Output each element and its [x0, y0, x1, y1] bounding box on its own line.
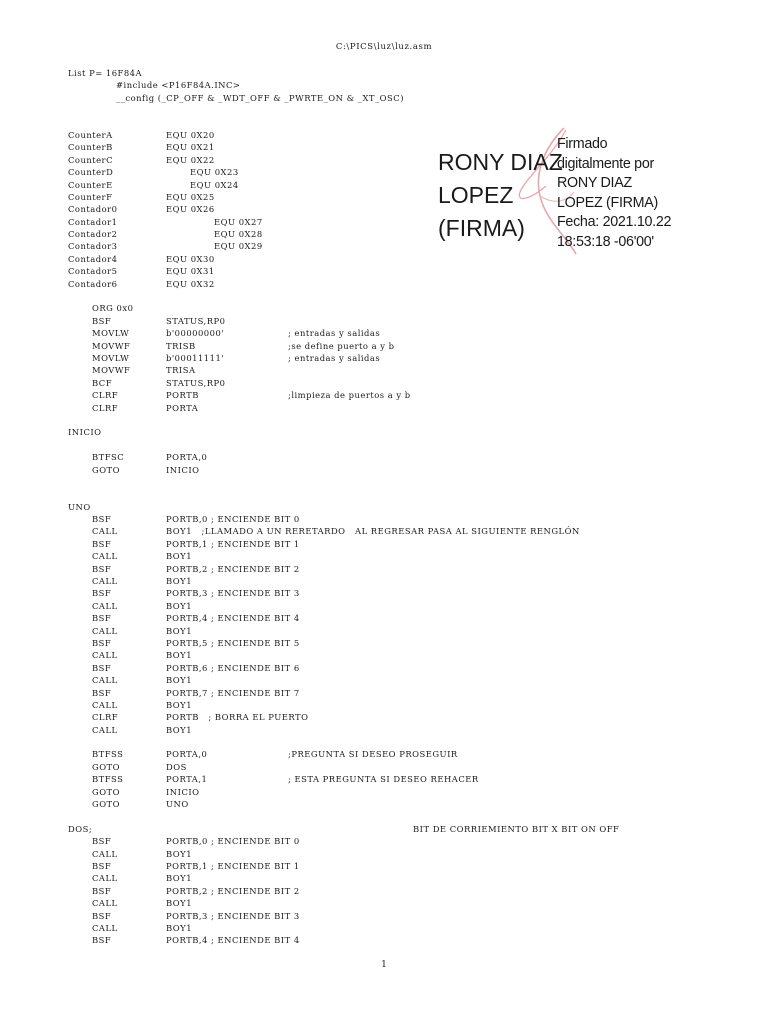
signature-detail-line: digitalmente por — [557, 155, 654, 172]
signature-detail-line: Firmado — [557, 136, 608, 152]
code-token: CLRF — [92, 402, 119, 413]
code-token: CALL — [92, 526, 118, 537]
code-token: ;PREGUNTA SI DESEO PROSEGUIR — [288, 749, 458, 760]
code-token: BOY1 — [166, 699, 193, 710]
code-token: PORTB,4 ; ENCIENDE BIT 4 — [166, 613, 300, 624]
code-token: BOY1 — [166, 551, 193, 562]
file-path-header: C:\PICS\luz\luz.asm — [335, 42, 433, 52]
code-token: PORTA,1 — [166, 774, 208, 785]
code-token: PORTB,5 ; ENCIENDE BIT 5 — [166, 637, 300, 648]
code-token: ; ESTA PREGUNTA SI DESEO REHACER — [288, 774, 479, 785]
code-token: BTFSS — [92, 774, 124, 785]
code-token: CALL — [92, 922, 118, 933]
code-token: BOY1 — [166, 650, 193, 661]
code-token: BCF — [92, 377, 113, 388]
code-token: PORTB,3 ; ENCIENDE BIT 3 — [166, 588, 300, 599]
code-token: Contador3 — [68, 241, 118, 252]
code-token: PORTB,6 ; ENCIENDE BIT 6 — [166, 662, 300, 673]
code-token: EQU 0X26 — [166, 204, 215, 215]
signature-detail-line: Fecha: 2021.10.22 — [557, 214, 672, 230]
signature-detail-line: LOPEZ (FIRMA) — [557, 194, 658, 211]
code-token: EQU 0X28 — [214, 229, 263, 240]
code-token: b'00011111' — [166, 352, 225, 363]
code-token: CALL — [92, 848, 118, 859]
code-token: STATUS,RP0 — [166, 377, 226, 388]
code-token: PORTB — [166, 390, 199, 401]
code-token: BSF — [92, 315, 112, 326]
code-token: PORTB,1 ; ENCIENDE BIT 1 — [166, 538, 300, 549]
code-token: PORTB,7 ; ENCIENDE BIT 7 — [166, 687, 300, 698]
signer-name-line: RONY DIAZ — [438, 149, 563, 175]
code-token: BSF — [92, 588, 112, 599]
code-token: BOY1 — [166, 625, 193, 636]
code-token: GOTO — [92, 786, 121, 797]
code-token: EQU 0X30 — [166, 253, 215, 264]
signer-name-line: LOPEZ — [438, 182, 514, 208]
code-token: EQU 0X23 — [190, 167, 239, 178]
code-token: UNO — [166, 799, 189, 810]
code-token: BSF — [92, 935, 112, 946]
code-token: UNO — [68, 501, 91, 512]
code-token: Contador0 — [68, 204, 118, 215]
code-token: CALL — [92, 873, 118, 884]
code-token: BOY1 — [166, 600, 193, 611]
code-token: BSF — [92, 861, 112, 871]
code-token: CounterA — [68, 129, 113, 140]
code-token: GOTO — [92, 761, 121, 772]
code-token: BSF — [92, 910, 112, 921]
code-token: BSF — [92, 637, 112, 648]
code-token: TRISA — [166, 365, 196, 376]
code-token: Contador6 — [68, 278, 118, 289]
code-token: MOVWF — [92, 340, 131, 351]
code-token: Contador5 — [68, 266, 118, 277]
code-token: CounterE — [68, 179, 113, 190]
code-token: CALL — [92, 675, 118, 686]
code-token: CALL — [92, 724, 118, 735]
code-token: CALL — [92, 625, 118, 636]
code-token: CALL — [92, 551, 118, 562]
code-token: MOVWF — [92, 365, 131, 376]
code-token: PORTA,0 — [166, 452, 208, 463]
code-token: EQU 0X31 — [166, 266, 215, 277]
code-token: MOVLW — [92, 352, 130, 363]
code-token: EQU 0X22 — [166, 154, 215, 165]
code-token: BOY1 — [166, 848, 193, 859]
code-token: Contador2 — [68, 229, 118, 240]
code-token: TRISB — [166, 340, 196, 351]
code-token: BSF — [92, 687, 112, 698]
code-token: CounterD — [68, 167, 114, 178]
signer-name — [438, 146, 563, 245]
code-token: PORTB,4 ; ENCIENDE BIT 4 — [166, 935, 300, 946]
code-token: BOY1 — [166, 576, 193, 587]
code-token: PORTB,1 ; ENCIENDE BIT 1 — [166, 861, 300, 871]
code-token: ;limpieza de puertos a y b — [288, 390, 411, 401]
code-token: CALL — [92, 898, 118, 909]
code-token: MOVLW — [92, 328, 130, 339]
code-token: EQU 0X24 — [190, 179, 239, 190]
code-token: PORTB ; BORRA EL PUERTO — [166, 712, 309, 723]
signature-detail-line: 18:53:18 -06'00' — [557, 233, 654, 250]
code-token: BSF — [92, 538, 112, 549]
code-token: Contador4 — [68, 253, 118, 264]
signature-detail-line: RONY DIAZ — [557, 175, 632, 191]
code-token: EQU 0X25 — [166, 191, 215, 202]
code-token: PORTB,0 ; ENCIENDE BIT 0 — [166, 836, 300, 847]
code-token: ORG 0x0 — [92, 303, 134, 314]
code-token: BSF — [92, 662, 112, 673]
code-token: BSF — [92, 836, 112, 847]
code-token: PORTB,2 ; ENCIENDE BIT 2 — [166, 563, 300, 574]
code-token: ; entradas y salidas — [288, 352, 381, 363]
code-token: Contador1 — [68, 216, 118, 227]
code-token: BOY1 — [166, 724, 193, 735]
code-token: INICIO — [166, 786, 200, 797]
code-token: ;se define puerto a y b — [288, 340, 395, 351]
code-token: GOTO — [92, 799, 121, 810]
code-token: PORTB,0 ; ENCIENDE BIT 0 — [166, 514, 300, 525]
code-token: BTFSC — [92, 452, 125, 463]
code-token: EQU 0X27 — [214, 216, 263, 227]
code-token: BSF — [92, 563, 112, 574]
code-token: List P= 16F84A — [68, 68, 143, 78]
code-token: CLRF — [92, 712, 119, 723]
code-token: DOS — [166, 761, 187, 772]
code-token: PORTB,3 ; ENCIENDE BIT 3 — [166, 910, 300, 921]
code-token: BSF — [92, 885, 112, 896]
code-token: CounterC — [68, 154, 113, 165]
code-token: GOTO — [92, 464, 121, 475]
code-token: BTFSS — [92, 749, 124, 760]
page-number: 1 — [381, 960, 387, 970]
code-token: BSF — [92, 613, 112, 624]
signature-details — [557, 135, 671, 252]
code-token: CALL — [92, 600, 118, 611]
code-token: BOY1 — [166, 675, 193, 686]
code-token: BSF — [92, 514, 112, 525]
code-token: EQU 0X21 — [166, 142, 215, 153]
code-token: INICIO — [68, 427, 102, 438]
code-token: BIT DE CORRIEMIENTO BIT X BIT ON OFF — [413, 823, 620, 834]
code-token: BOY1 ;LLAMADO A UN RERETARDO AL REGRESAR PASA AL SIGUIENTE RENGLÓN — [166, 526, 580, 537]
code-token: BOY1 — [166, 873, 193, 884]
code-token: __config (_CP_OFF & _WDT_OFF & _PWRTE_ON & _XT_OSC) — [116, 92, 404, 103]
code-token: EQU 0X32 — [166, 278, 215, 289]
digital-signature-stamp — [436, 132, 736, 262]
code-token: CLRF — [92, 390, 119, 401]
code-token: b'00000000' — [166, 328, 225, 339]
code-token: CounterB — [68, 142, 113, 153]
code-token: STATUS,RP0 — [166, 315, 226, 326]
code-token: EQU 0X20 — [166, 129, 215, 140]
code-token: BOY1 — [166, 898, 193, 909]
code-token: EQU 0X29 — [214, 241, 263, 252]
code-token: #include <P16F84A.INC> — [116, 80, 241, 91]
signer-name-line: (FIRMA) — [438, 215, 525, 241]
code-token: PORTB,2 ; ENCIENDE BIT 2 — [166, 885, 300, 896]
code-token: PORTA,0 — [166, 749, 208, 760]
code-token: ; entradas y salidas — [288, 328, 381, 339]
code-token: PORTA — [166, 402, 199, 413]
code-token: BOY1 — [166, 922, 193, 933]
code-token: INICIO — [166, 464, 200, 475]
code-token: CALL — [92, 576, 118, 587]
code-token: CALL — [92, 650, 118, 661]
code-token: CounterF — [68, 191, 113, 202]
code-token: CALL — [92, 699, 118, 710]
code-token: DOS; — [68, 823, 93, 834]
